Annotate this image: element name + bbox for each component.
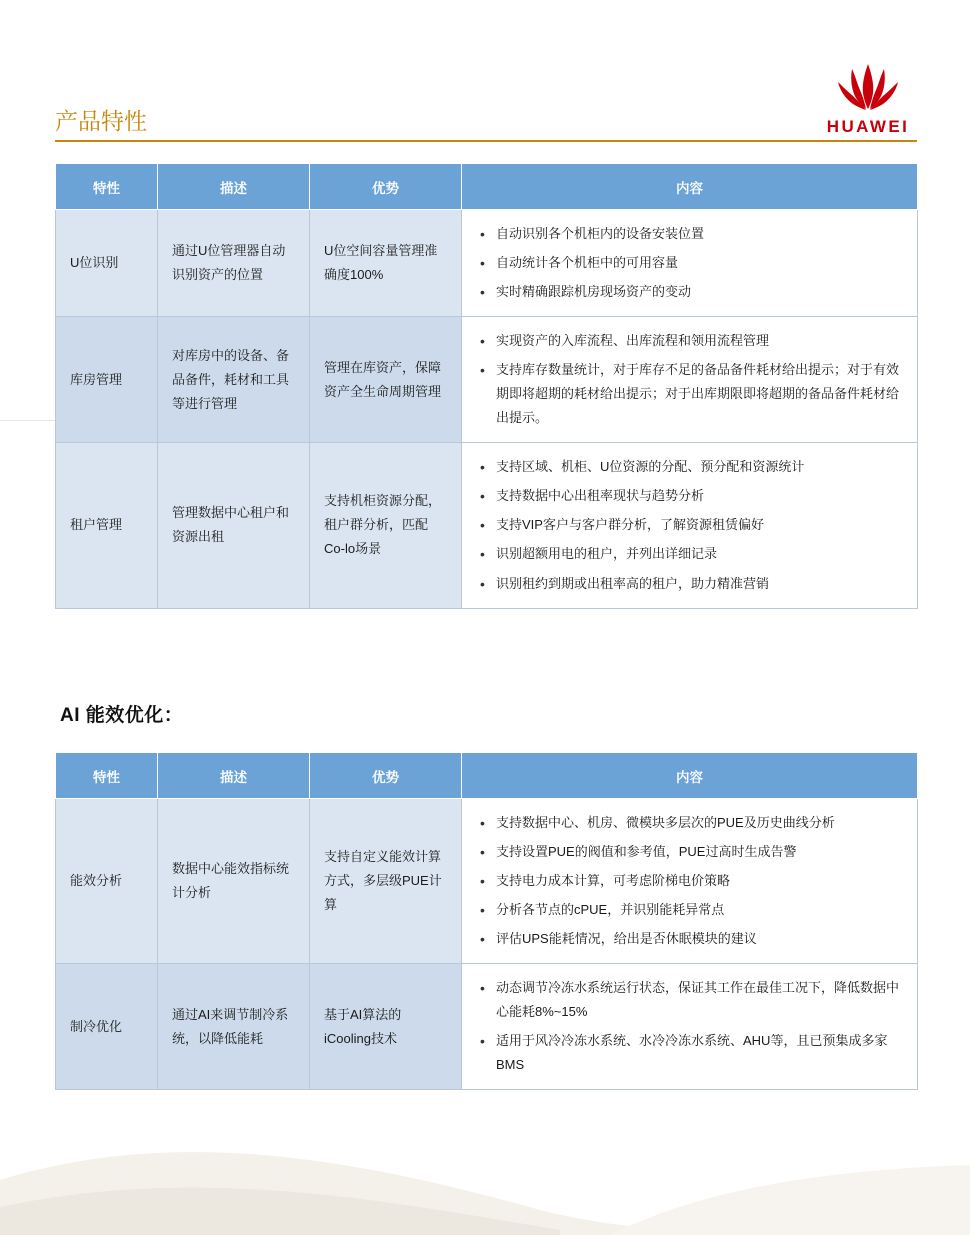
list-item: • 识别租约到期或出租率高的租户，助力精准营销	[476, 572, 903, 596]
table-row	[56, 799, 918, 964]
huawei-logo	[808, 62, 928, 137]
cell-content	[462, 210, 918, 317]
column-header-advantage: 优势	[310, 164, 462, 210]
column-header-advantage: 优势	[310, 753, 462, 799]
cell-advantage: 管理在库资产，保障资产全生命周期管理	[310, 317, 462, 443]
subsection-title: AI 能效优化：	[60, 705, 184, 726]
list-item: • 支持VIP客户与客户群分析，了解资源租赁偏好	[476, 513, 903, 537]
cell-description: 通过U位管理器自动识别资产的位置	[158, 210, 310, 317]
content-bullet-list	[476, 329, 903, 430]
column-header-feature: 特性	[56, 164, 158, 210]
product-features-table	[55, 163, 918, 609]
cell-advantage: 支持自定义能效计算方式，多层级PUE计算	[310, 799, 462, 964]
cell-content	[462, 317, 918, 443]
list-item: • 支持数据中心、机房、微模块多层次的PUE及历史曲线分析	[476, 811, 903, 835]
list-item: • 支持数据中心出租率现状与趋势分析	[476, 484, 903, 508]
cell-advantage: 支持机柜资源分配，租户群分析，匹配Co-lo场景	[310, 443, 462, 608]
list-item: • 支持区域、机柜、U位资源的分配、预分配和资源统计	[476, 455, 903, 479]
list-item: • 分析各节点的cPUE，并识别能耗异常点	[476, 898, 903, 922]
cell-feature: 能效分析	[56, 799, 158, 964]
cell-feature: U位识别	[56, 210, 158, 317]
cell-description: 数据中心能效指标统计分析	[158, 799, 310, 964]
list-item: • 支持电力成本计算，可考虑阶梯电价策略	[476, 869, 903, 893]
content-bullet-list	[476, 811, 903, 951]
list-item: • 支持库存数量统计，对于库存不足的备品备件耗材给出提示；对于有效期即将超期的耗材给出提示；对于出库期限即将超期的备品备件耗材给出提示。	[476, 358, 903, 430]
content-bullet-list	[476, 976, 903, 1077]
list-item: • 自动识别各个机柜内的设备安装位置	[476, 222, 903, 246]
cell-feature: 制冷优化	[56, 964, 158, 1090]
column-header-content: 内容	[462, 753, 918, 799]
table-header-row	[56, 164, 918, 210]
cell-advantage: U位空间容量管理准确度100%	[310, 210, 462, 317]
list-item: • 动态调节冷冻水系统运行状态，保证其工作在最佳工况下，降低数据中心能耗8%~15%	[476, 976, 903, 1024]
list-item: • 评估UPS能耗情况，给出是否休眠模块的建议	[476, 927, 903, 951]
column-header-content: 内容	[462, 164, 918, 210]
column-header-feature: 特性	[56, 753, 158, 799]
huawei-wordmark: HUAWEI	[826, 117, 910, 136]
cell-content	[462, 443, 918, 608]
list-item: • 实现资产的入库流程、出库流程和领用流程管理	[476, 329, 903, 353]
table-header-row	[56, 753, 918, 799]
table-row	[56, 317, 918, 443]
cell-feature: 库房管理	[56, 317, 158, 443]
cell-content	[462, 964, 918, 1090]
list-item: • 自动统计各个机柜中的可用容量	[476, 251, 903, 275]
table-row	[56, 210, 918, 317]
list-item: • 支持设置PUE的阀值和参考值，PUE过高时生成告警	[476, 840, 903, 864]
title-underline	[55, 140, 917, 142]
page-title: 产品特性	[55, 108, 147, 134]
list-item: • 实时精确跟踪机房现场资产的变动	[476, 280, 903, 304]
cell-description: 对库房中的设备、备品备件，耗材和工具等进行管理	[158, 317, 310, 443]
content-bullet-list	[476, 455, 903, 595]
table-row	[56, 443, 918, 608]
list-item: • 识别超额用电的租户，并列出详细记录	[476, 542, 903, 566]
content-bullet-list	[476, 222, 903, 304]
table-row	[56, 964, 918, 1090]
cell-content	[462, 799, 918, 964]
column-header-description: 描述	[158, 753, 310, 799]
list-item: • 适用于风冷冷冻水系统、水冷冷冻水系统、AHU等，且已预集成多家BMS	[476, 1029, 903, 1077]
cell-feature: 租户管理	[56, 443, 158, 608]
column-header-description: 描述	[158, 164, 310, 210]
ai-efficiency-table	[55, 752, 918, 1090]
cell-description: 通过AI来调节制冷系统，以降低能耗	[158, 964, 310, 1090]
huawei-flower-logo-icon	[831, 62, 905, 114]
cell-description: 管理数据中心租户和资源出租	[158, 443, 310, 608]
cell-advantage: 基于AI算法的iCooling技术	[310, 964, 462, 1090]
